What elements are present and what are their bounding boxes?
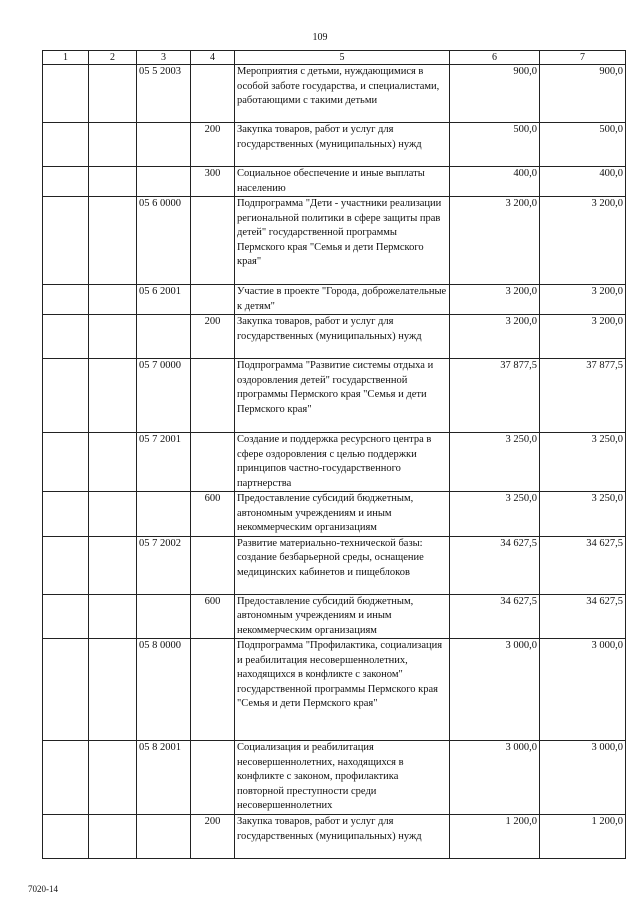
table-row [43,639,626,741]
amount-col6: 3 000,0 [450,639,540,741]
item-name: Предоставление субсидий бюджетным, автономным учреждениям и иным некоммерческим организациям [235,594,450,639]
amount-col7: 400,0 [540,167,626,197]
amount-col6: 34 627,5 [450,594,540,639]
expense-type-code [191,197,235,285]
amount-col7: 3 250,0 [540,433,626,492]
table-row [43,741,626,815]
column-header: 2 [89,51,137,65]
item-name: Закупка товаров, работ и услуг для государственных (муниципальных) нужд [235,815,450,859]
amount-col7: 3 000,0 [540,741,626,815]
item-name: Социализация и реабилитация несовершеннолетних, находящихся в конфликте с законом, профилактика повторной преступности среди несовершеннолетних [235,741,450,815]
item-name: Участие в проекте "Города, доброжелательные к детям" [235,285,450,315]
target-article-code: 05 8 0000 [137,639,191,741]
table-row [43,492,626,537]
target-article-code [137,123,191,167]
target-article-code: 05 7 2002 [137,536,191,594]
item-name: Закупка товаров, работ и услуг для государственных (муниципальных) нужд [235,123,450,167]
expense-type-code: 600 [191,594,235,639]
item-name: Предоставление субсидий бюджетным, автономным учреждениям и иным некоммерческим организациям [235,492,450,537]
amount-col7: 34 627,5 [540,536,626,594]
amount-col7: 500,0 [540,123,626,167]
column-header: 4 [191,51,235,65]
amount-col7: 3 250,0 [540,492,626,537]
target-article-code: 05 8 2001 [137,741,191,815]
expense-type-code [191,741,235,815]
target-article-code [137,815,191,859]
expense-type-code [191,285,235,315]
target-article-code: 05 6 0000 [137,197,191,285]
item-name: Развитие материально-технической базы: создание безбарьерной среды, оснащение медицинских кабинетов и пищеблоков [235,536,450,594]
column-header: 1 [43,51,89,65]
page-number: 109 [312,32,328,43]
amount-col6: 3 250,0 [450,492,540,537]
target-article-code: 05 7 0000 [137,359,191,433]
expense-type-code [191,359,235,433]
amount-col6: 3 250,0 [450,433,540,492]
amount-col6: 3 200,0 [450,315,540,359]
expense-type-code [191,433,235,492]
column-header: 5 [235,51,450,65]
table-row [43,285,626,315]
target-article-code: 05 6 2001 [137,285,191,315]
table-row [43,536,626,594]
amount-col6: 1 200,0 [450,815,540,859]
item-name: Подпрограмма "Профилактика, социализация и реабилитация несовершеннолетних, находящихся в конфликте с законом" государственной программы Пермского края "Семья и дети Пермского края" [235,639,450,741]
expense-type-code: 200 [191,315,235,359]
table-header-row [43,51,626,65]
item-name: Подпрограмма "Развитие системы отдыха и оздоровления детей" государственной программы Пермского края "Семья и дети Пермского края" [235,359,450,433]
amount-col7: 34 627,5 [540,594,626,639]
target-article-code: 05 5 2003 [137,65,191,123]
table-row [43,197,626,285]
amount-col7: 3 200,0 [540,285,626,315]
amount-col6: 37 877,5 [450,359,540,433]
amount-col7: 3 000,0 [540,639,626,741]
target-article-code [137,315,191,359]
expense-type-code [191,639,235,741]
amount-col7: 37 877,5 [540,359,626,433]
table-row [43,815,626,859]
target-article-code [137,492,191,537]
amount-col7: 3 200,0 [540,197,626,285]
item-name: Социальное обеспечение и иные выплаты населению [235,167,450,197]
amount-col6: 3 200,0 [450,197,540,285]
item-name: Закупка товаров, работ и услуг для государственных (муниципальных) нужд [235,315,450,359]
table-row [43,315,626,359]
item-name: Мероприятия с детьми, нуждающимися в особой заботе государства, и специалистами, работающими с такими детьми [235,65,450,123]
item-name: Создание и поддержка ресурсного центра в сфере оздоровления с целью поддержки принципов частно-государственного партнерства [235,433,450,492]
target-article-code: 05 7 2001 [137,433,191,492]
amount-col6: 3 000,0 [450,741,540,815]
target-article-code [137,594,191,639]
expense-type-code: 600 [191,492,235,537]
amount-col6: 900,0 [450,65,540,123]
expense-type-code [191,65,235,123]
table-row [43,123,626,167]
budget-table [42,50,626,859]
column-header: 7 [540,51,626,65]
column-header: 3 [137,51,191,65]
table-row [43,65,626,123]
amount-col7: 3 200,0 [540,315,626,359]
expense-type-code: 200 [191,815,235,859]
expense-type-code [191,536,235,594]
table-row [43,433,626,492]
expense-type-code: 200 [191,123,235,167]
column-header: 6 [450,51,540,65]
amount-col6: 500,0 [450,123,540,167]
table-row [43,167,626,197]
table-row [43,359,626,433]
amount-col6: 400,0 [450,167,540,197]
expense-type-code: 300 [191,167,235,197]
target-article-code [137,167,191,197]
amount-col7: 1 200,0 [540,815,626,859]
item-name: Подпрограмма "Дети - участники реализации региональной политики в сфере защиты прав детей" государственной программы Пермского края "Семья и дети Пермского края" [235,197,450,285]
amount-col6: 34 627,5 [450,536,540,594]
amount-col7: 900,0 [540,65,626,123]
amount-col6: 3 200,0 [450,285,540,315]
document-code: 7020-14 [28,884,58,894]
table-row [43,594,626,639]
